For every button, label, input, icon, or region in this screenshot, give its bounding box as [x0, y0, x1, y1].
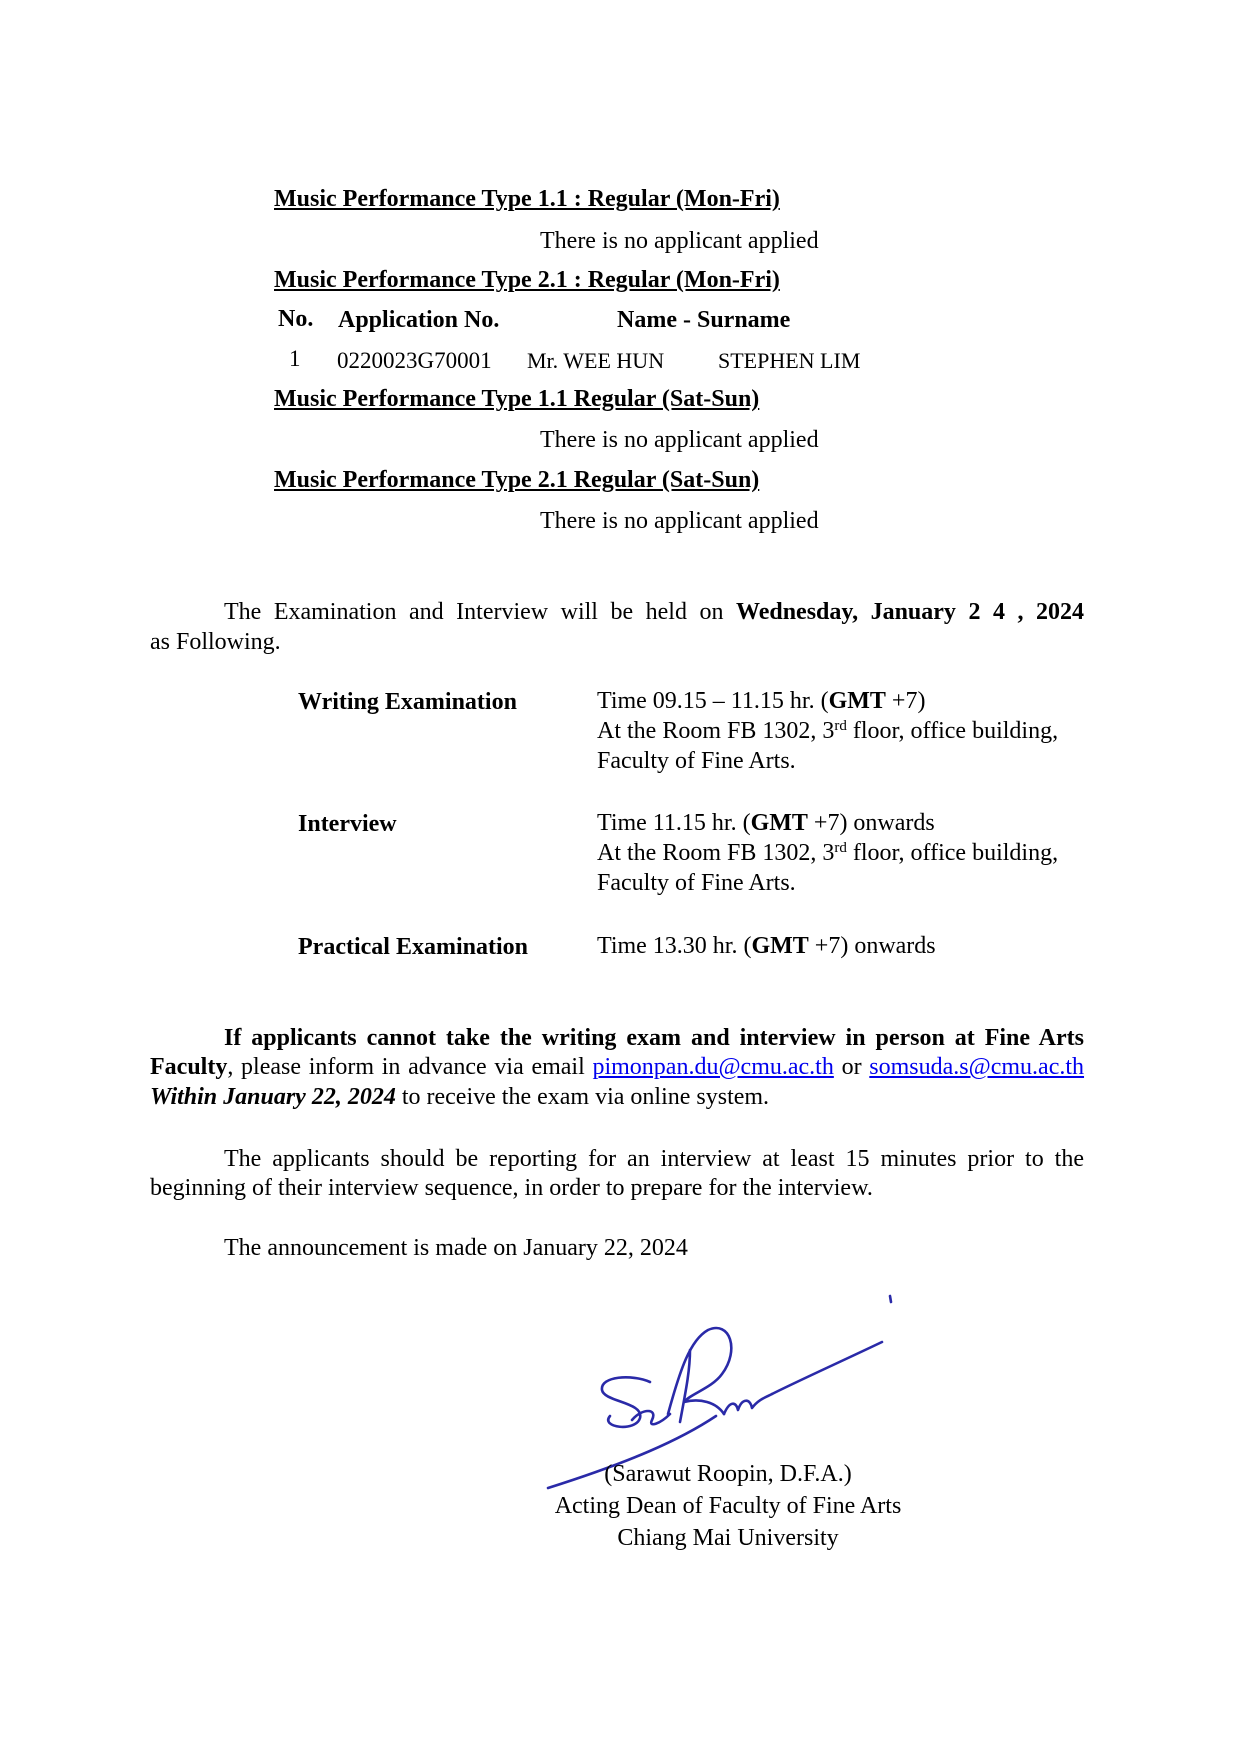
row-title-first-name: Mr. WEE HUN: [527, 348, 665, 373]
signatory-name: (Sarawut Roopin, D.F.A.): [604, 1461, 852, 1487]
email-link-pimonpan[interactable]: pimonpan.du@cmu.ac.th: [592, 1054, 834, 1080]
online-notice-line-2: Faculty, please inform in advance via email pimonpan.du@cmu.ac.th or somsuda.s@cmu.ac.th: [150, 1054, 1085, 1080]
announcement-date: The announcement is made on January 22, 2024: [224, 1235, 688, 1261]
schedule-label-writing: Writing Examination: [298, 689, 517, 715]
schedule-label-interview: Interview: [298, 811, 397, 837]
section-title-type-2-1-mon-fri: Music Performance Type 2.1 : Regular (Mon-Fri): [274, 267, 780, 293]
exam-date: Wednesday, January 2 4 , 2024: [736, 599, 1085, 625]
exam-intro-line: [224, 598, 1084, 627]
table-header-no: No.: [278, 306, 314, 332]
row-surname: STEPHEN LIM: [718, 348, 861, 373]
row-application-no: 0220023G70001: [337, 348, 492, 373]
online-notice-line-3: Within January 22, 2024 to receive the exam via online system.: [150, 1084, 770, 1110]
signature-icon: [540, 1290, 910, 1490]
no-applicant-note: There is no applicant applied: [540, 228, 819, 254]
email-link-somsuda[interactable]: somsuda.s@cmu.ac.th: [869, 1054, 1085, 1080]
no-applicant-note: There is no applicant applied: [540, 427, 819, 453]
online-notice-line-1: If applicants cannot take the writing exam and interview in person at Fine Arts: [224, 1025, 1084, 1051]
table-header-name-surname: Name - Surname: [617, 307, 791, 333]
schedule-detail-interview: Time 11.15 hr. (GMT +7) onwards At the Room FB 1302, 3rd floor, office building, Faculty of Fine Arts.: [597, 810, 1059, 896]
reporting-line-1: The applicants should be reporting for an interview at least 15 minutes prior to the: [224, 1146, 1084, 1172]
table-header-application-no: Application No.: [338, 307, 500, 333]
no-applicant-note: There is no applicant applied: [540, 508, 819, 534]
schedule-detail-writing: Time 09.15 – 11.15 hr. (GMT +7) At the Room FB 1302, 3rd floor, office building, Faculty of Fine Arts.: [597, 688, 1059, 774]
row-no: 1: [289, 346, 301, 371]
schedule-detail-practical: Time 13.30 hr. (GMT +7) onwards: [597, 933, 936, 959]
reporting-line-2: beginning of their interview sequence, in order to prepare for the interview.: [150, 1175, 873, 1201]
signatory-university: Chiang Mai University: [617, 1525, 839, 1551]
section-title-type-1-1-sat-sun: Music Performance Type 1.1 Regular (Sat-Sun): [274, 386, 760, 412]
intro-as-following: as Following.: [150, 629, 281, 655]
schedule-label-practical: Practical Examination: [298, 934, 528, 960]
signatory-position: Acting Dean of Faculty of Fine Arts: [554, 1493, 902, 1519]
section-title-type-2-1-sat-sun: Music Performance Type 2.1 Regular (Sat-Sun): [274, 467, 760, 493]
section-title-type-1-1-mon-fri: Music Performance Type 1.1 : Regular (Mon-Fri): [274, 186, 780, 212]
intro-text: The Examination and Interview will be held on: [224, 599, 724, 625]
